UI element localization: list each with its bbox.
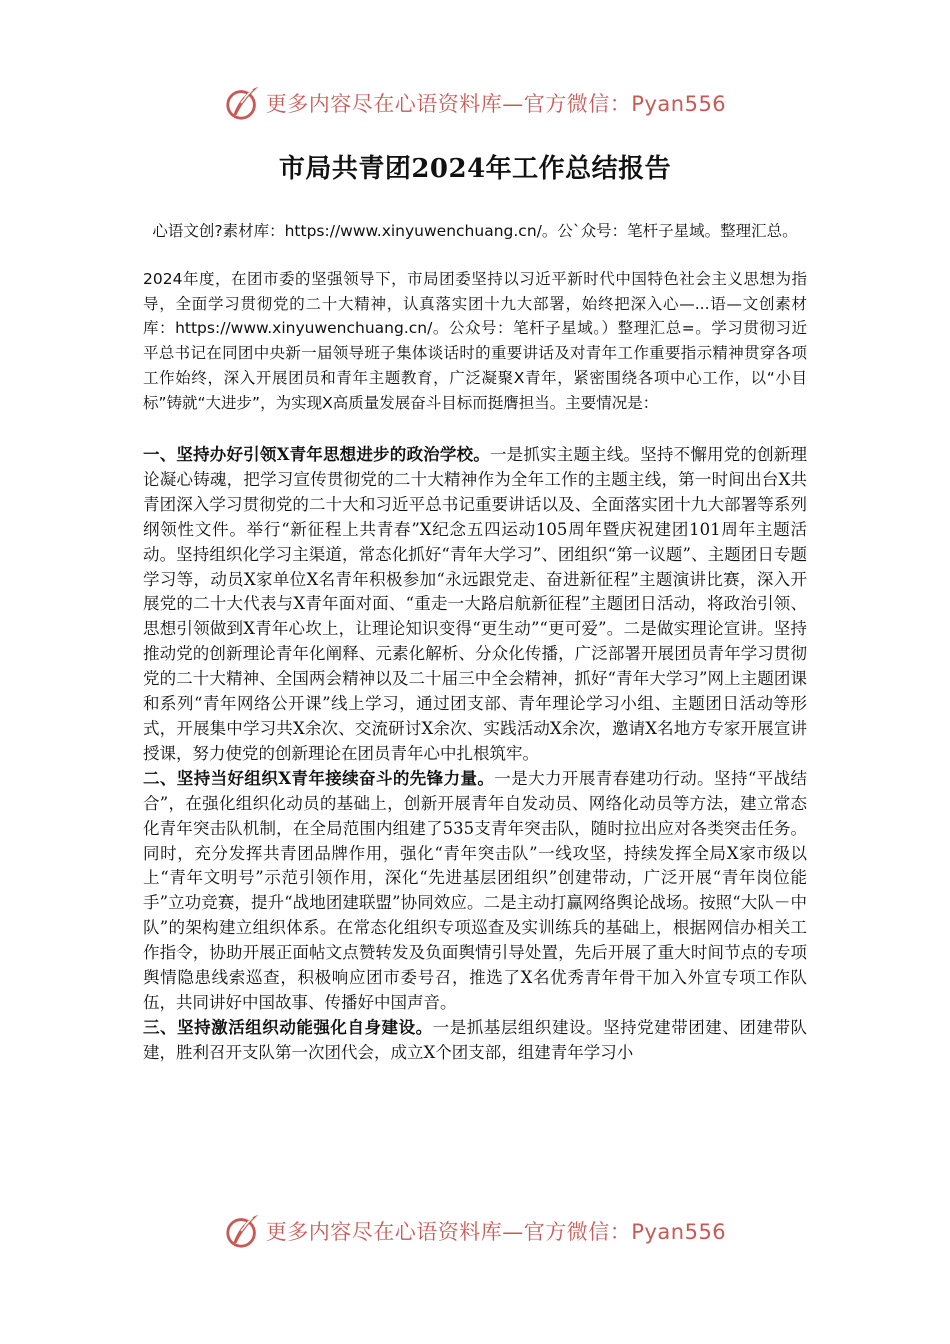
feather-logo-icon bbox=[224, 1212, 262, 1250]
section-heading: 二、坚持当好组织X青年接续奋斗的先锋力量。 bbox=[143, 768, 495, 788]
watermark-banner-bottom bbox=[0, 1206, 950, 1256]
feather-logo-icon bbox=[224, 84, 262, 122]
document-body bbox=[143, 443, 807, 1066]
section-heading: 三、坚持激活组织动能强化自身建设。 bbox=[143, 1017, 433, 1037]
banner-text: 更多内容尽在心语资料库—官方微信：Pyan556 bbox=[265, 1220, 727, 1244]
section-text: 一是抓实主题主线。坚持不懈用党的创新理论凝心铸魂，把学习宣传贯彻党的二十大精神作为全年工作的主题主线，第一时间出台X共青团深入学习贯彻党的二十大和习近平总书记重要讲话以及、全面落实团十九大部署等系列纲领性文件。举行“新征程上共青春”X纪念五四运动105周年暨庆祝建团101周年主题活动。坚持组织化学习主渠道，常态化抓好“青年大学习”、团组织“第一议题”、主题团日专题学习等，动员X家单位X名青年积极参加“永远跟党走、奋进新征程”主题演讲比赛，深入开展党的二十大代表与X青年面对面、“重走一大路启航新征程”主题团日活动，将政治引领、思想引领做到X青年心坎上，让理论知识变得“更生动”“更可爱”。二是做实理论宣讲。坚持推动党的创新理论青年化阐释、元素化解析、分众化传播，广泛部署开展团员青年学习贯彻党的二十大精神、全国两会精神以及二十届三中全会精神，抓好“青年大学习”网上主题团课和系列“青年网络公开课”线上学习，通过团支部、青年理论学习小组、主题团日活动等形式，开展集中学习共X余次、交流研讨X余次、实践活动X余次，邀请X名地方专家开展宣讲授课，努力使党的创新理论在团员青年心中扎根筑牢。 bbox=[143, 445, 808, 763]
section-paragraph bbox=[143, 767, 807, 1016]
watermark-banner-top bbox=[0, 78, 950, 128]
document-title: 市局共青团2024年工作总结报告 bbox=[278, 154, 672, 184]
banner-text: 更多内容尽在心语资料库—官方微信：Pyan556 bbox=[265, 92, 727, 116]
section-text: 一是大力开展青春建功行动。坚持“平战结合”，在强化组织化动员的基础上，创新开展青年自发动员、网络化动员等方法，建立常态化青年突击队机制，在全局范围内组建了535支青年突击队，随时拉出应对各类突击任务。同时，充分发挥共青团品牌作用，强化“青年突击队”一线攻坚，持续发挥全局X家市级以上“青年文明号”示范引领作用，深化“先进基层团组织”创建带动，广泛开展“青年岗位能手”立功竞赛，提升“战地团建联盟”协同效应。二是主动打赢网络舆论战场。按照“大队－中队”的架构建立组织体系。在常态化组织专项巡查及实训练兵的基础上，根据网信办相关工作指令，协助开展正面帖文点赞转发及负面舆情引导处置，先后开展了重大时间节点的专项舆情隐患线索巡查，积极响应团市委号召，推选了X名优秀青年骨干加入外宣专项工作队伍，共同讲好中国故事、传播好中国声音。 bbox=[143, 768, 808, 1012]
section-heading: 一、坚持办好引领X青年思想进步的政治学校。 bbox=[143, 445, 490, 464]
intro-paragraph: 2024年度，在团市委的坚强领导下，市局团委坚持以习近平新时代中国特色社会主义思想为指导，全面学习贯彻党的二十大精神，认真落实团十九大部署，始终把深入心—...语—文创素材库：https://www.xinyuwenchuang.cn/。公众号：笔杆子星域。）整理汇总=。学习贯彻习近平总书记在同团中央新一届领导班子集体谈话时的重要讲话及对青年工作重要指示精神贯穿各项工作始终，深入开展团员和青年主题教育，广泛凝聚X青年，紧密围绕各项中心工作，以“小目标”铸就“大进步”，为实现X高质量发展奋斗目标而挺膺担当。主要情况是： bbox=[143, 270, 807, 412]
section-text: 一是抓基层组织建设。坚持党建带团建、团建带队建，胜利召开支队第一次团代会，成立X个团支部，组建青年学习小 bbox=[143, 1017, 808, 1062]
source-note: 心语文创?素材库：https://www.xinyuwenchuang.cn/。公`众号：笔杆子星域。整理汇总。 bbox=[152, 222, 798, 240]
section-paragraph bbox=[143, 443, 807, 767]
section-paragraph bbox=[143, 1016, 807, 1066]
